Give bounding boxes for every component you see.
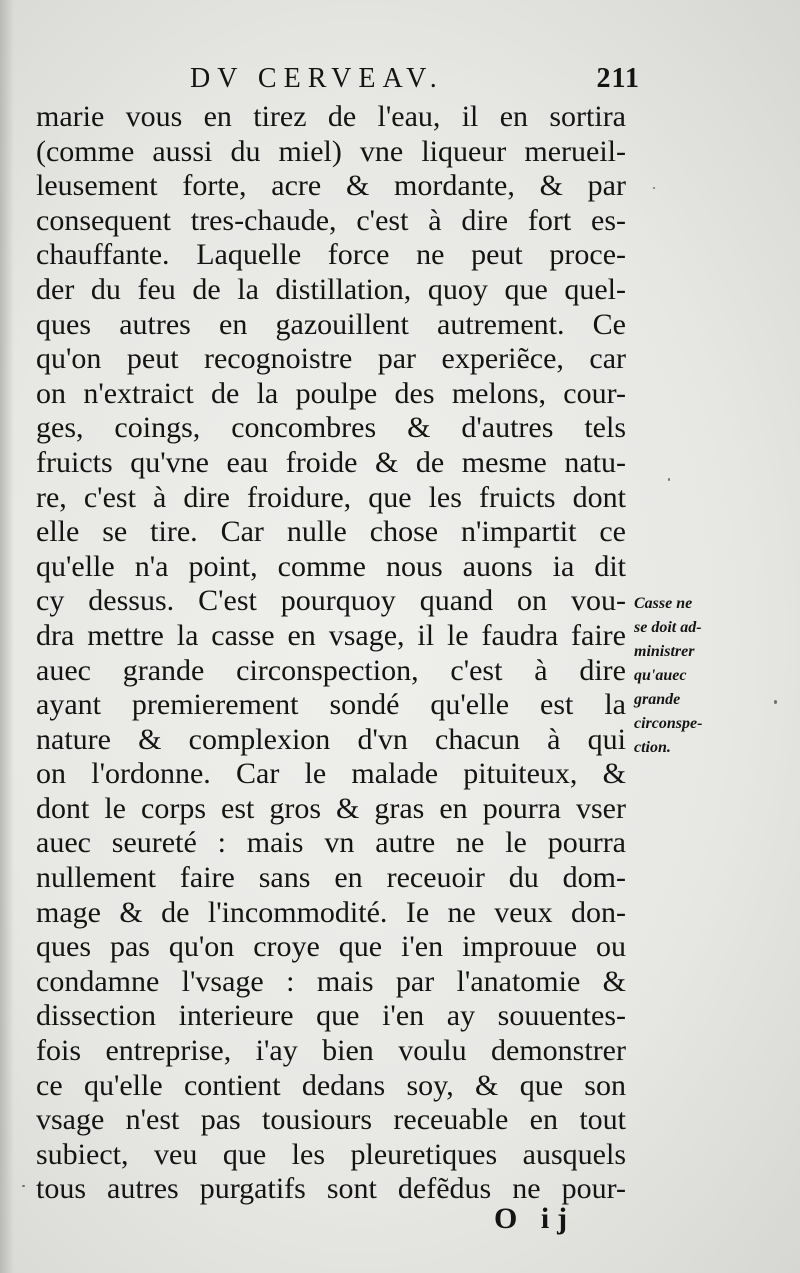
text-line: mage & de l'incommodité. Ie ne veux don-: [36, 895, 626, 929]
text-line: fruicts qu'vne eau froide & de mesme natu-: [36, 445, 626, 479]
text-line: subiect, veu que les pleuretiques ausquels: [36, 1137, 626, 1171]
text-line: qu'on peut recognoistre par experiẽce, car: [36, 342, 626, 376]
page-header: [190, 62, 640, 96]
margin-note-line: Casse ne: [634, 595, 693, 612]
margin-note-line: ction.: [634, 739, 671, 756]
running-title: DV CERVEAV.: [190, 63, 444, 94]
text-line: nature & complexion d'vn chacun à qui: [36, 722, 626, 756]
text-line: fois entreprise, i'ay bien voulu demonstrer: [36, 1034, 626, 1068]
text-line: qu'elle n'a point, comme nous auons ia dit: [36, 549, 626, 583]
text-line: on l'ordonne. Car le malade pituiteux, &: [36, 757, 626, 791]
paper-speck: [22, 1185, 25, 1187]
signature-mark: O ij: [494, 1202, 576, 1235]
text-line: cy dessus. C'est pourquoy quand on vou-: [36, 584, 626, 618]
text-line: dont le corps est gros & gras en pourra vser: [36, 791, 626, 825]
text-line: chauffante. Laquelle force ne peut proce-: [36, 238, 626, 272]
text-line: auec grande circonspection, c'est à dire: [36, 653, 626, 687]
text-line: ques autres en gazouillent autrement. Ce: [36, 307, 626, 341]
text-line: nullement faire sans en receuoir du dom-: [36, 861, 626, 895]
margin-note-line: ministrer: [634, 643, 695, 660]
paper-speck: [653, 187, 655, 189]
marginal-note: [634, 592, 784, 760]
paper-speck: [668, 478, 670, 481]
text-line: marie vous en tirez de l'eau, il en sortira: [36, 100, 626, 133]
text-line: der du feu de la distillation, quoy que quel-: [36, 272, 626, 306]
text-line: leusement forte, acre & mordante, & par: [36, 169, 626, 203]
text-line: auec seureté : mais vn autre ne le pourra: [36, 826, 626, 860]
text-line: re, c'est à dire froidure, que les fruicts dont: [36, 480, 626, 514]
text-line: ce qu'elle contient dedans soy, & que son: [36, 1068, 626, 1102]
text-line: (comme aussi du miel) vne liqueur merueil-: [36, 134, 626, 168]
text-line: dissection interieure que i'en ay souuentes-: [36, 999, 626, 1033]
text-line: condamne l'vsage : mais par l'anatomie &: [36, 964, 626, 998]
text-line: ayant premierement sondé qu'elle est la: [36, 688, 626, 722]
text-line: elle se tire. Car nulle chose n'impartit ce: [36, 515, 626, 549]
margin-note-line: qu'auec: [634, 667, 687, 684]
text-line: consequent tres-chaude, c'est à dire fort es-: [36, 203, 626, 237]
margin-note-line: circonspe-: [634, 715, 703, 732]
text-line: ges, coings, concombres & d'autres tels: [36, 411, 626, 445]
text-line: on n'extraict de la poulpe des melons, cour-: [36, 376, 626, 410]
margin-note-line: se doit ad-: [634, 619, 702, 636]
margin-note-line: grande: [634, 691, 681, 708]
text-line: dra mettre la casse en vsage, il le faudra faire: [36, 618, 626, 652]
text-line: tous autres purgatifs sont defẽdus ne pour-: [36, 1172, 626, 1206]
page-number: 211: [596, 63, 640, 94]
text-line: ques pas qu'on croye que i'en improuue ou: [36, 930, 626, 964]
paper-speck: [774, 700, 777, 704]
text-line: vsage n'est pas tousiours receuable en tout: [36, 1103, 626, 1137]
body-text: [36, 100, 626, 1207]
